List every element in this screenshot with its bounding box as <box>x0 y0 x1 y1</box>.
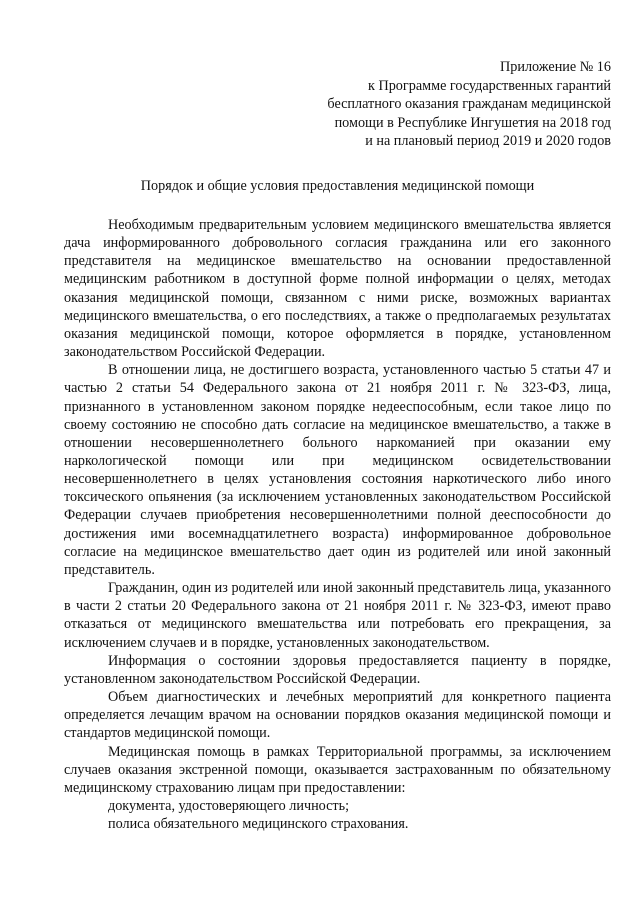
list-item: документа, удостоверяющего личность; <box>108 797 350 814</box>
appendix-header <box>64 58 611 151</box>
body-paragraph: Медицинская помощь в рамках Территориальной программы, за исключением случаев оказания экстренной помощи, оказывается застрахованным по обязательному медицинскому страхованию лицам при предоставлении: <box>64 743 611 796</box>
appendix-line: помощи в Республике Ингушетия на 2018 год <box>334 114 611 131</box>
body-paragraph: Необходимым предварительным условием медицинского вмешательства является дача информированного добровольного согласия гражданина или его законного представителя на медицинское вмешательство на основании предоставленной медицинским работником в доступной форме полной информации о целях, методах оказания медицинской помощи, связанном с ними риске, возможных вариантах медицинского вмешательства, о его последствиях, а также о предполагаемых результатах оказания медицинской помощи, которое оформляется в порядке, установленном законодательством Российской Федерации. <box>64 216 611 361</box>
body-paragraph: Гражданин, один из родителей или иной законный представитель лица, указанного в части 2 статьи 20 Федерального закона от 21 ноября 2011 г. № 323-ФЗ, имеют право отказаться от медицинского вмешательства или потребовать его прекращения, за исключением случаев и в порядке, установленных законодательством. <box>64 580 611 651</box>
appendix-line: Приложение № 16 <box>500 59 611 75</box>
document-title: Порядок и общие условия предоставления медицинской помощи <box>140 177 535 194</box>
list-item: полиса обязательного медицинского страхования. <box>108 816 409 833</box>
appendix-line: бесплатного оказания гражданам медицинской <box>327 96 611 113</box>
appendix-line: и на плановый период 2019 и 2020 годов <box>365 133 611 150</box>
body-paragraph: Информация о состоянии здоровья предоставляется пациенту в порядке, установленном законодательством Российской Федерации. <box>64 652 611 687</box>
document-body <box>64 216 611 833</box>
appendix-line: к Программе государственных гарантий <box>368 77 611 94</box>
body-paragraph: В отношении лица, не достигшего возраста, установленного частью 5 статьи 47 и частью 2 статьи 54 Федерального закона от 21 ноября 2011 г. № 323-ФЗ, лица, признанного в установленном законом порядке недееспособным, если такое лицо по своему состоянию не способно дать согласие на медицинское вмешательство, а также в отношении несовершеннолетнего больного наркоманией при оказании ему наркологической помощи или при медицинском освидетельствовании несовершеннолетнего в целях установления состояния наркотического либо иного токсического опьянения (за исключением установленных законодательством Российской Федерации случаев приобретения несовершеннолетними полной дееспособности до достижения ими восемнадцатилетнего возраста) информированное добровольное согласие на медицинское вмешательство дает один из родителей или иной законный представитель. <box>64 362 611 578</box>
body-paragraph: Объем диагностических и лечебных мероприятий для конкретного пациента определяется лечащим врачом на основании порядков оказания медицинской помощи и стандартов медицинской помощи. <box>64 689 611 742</box>
